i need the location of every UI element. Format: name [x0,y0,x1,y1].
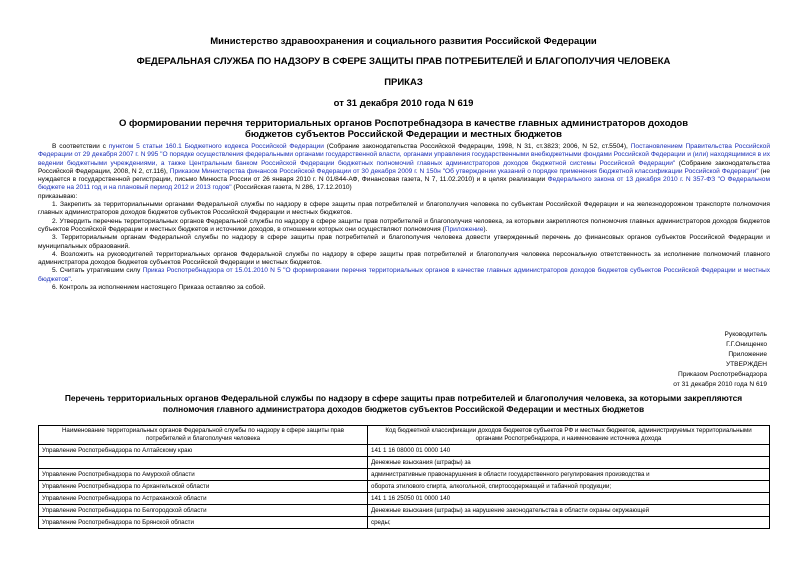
approved-by: Приказом Роспотребнадзора [677,371,767,378]
item-6: 6. Контроль за исполнением настоящего Приказа оставляю за собой. [52,284,266,292]
preamble [38,143,770,201]
service-heading: ФЕДЕРАЛЬНАЯ СЛУЖБА ПО НАДЗОРУ В СФЕРЕ ЗАЩИТЫ ПРАВ ПОТРЕБИТЕЛЕЙ И БЛАГОПОЛУЧИЯ ЧЕЛОВЕКА [136,56,671,67]
order-body [38,143,770,292]
preamble-text-3: (Собрание законодательства Российской Федерации, 2008, N 2, ст.116), [38,159,770,175]
column-header-budget-code: Код бюджетной классификации доходов бюджетов субъектов РФ и местных бюджетов, администрируемых территориальными органами Роспотребнадзора, и наименование источника дохода [368,426,770,445]
table-row [39,493,770,505]
link-budget-code[interactable]: пунктом 5 статьи 160.1 Бюджетного кодекса Российской Федерации [108,143,324,150]
link-federal-law[interactable]: Федерального закона от 13 декабря 2010 г. N 357-ФЗ "О Федеральном бюджете на 2011 год и на плановый период 2012 и 2013 годов" [38,176,770,192]
preamble-text-5: (Российская газета, N 286, 17.12.2010) [231,184,352,192]
authority-cell: Управление Роспотребнадзора по Брянской области [39,517,368,529]
authority-cell: Управление Роспотребнадзора по Амурской области [39,469,368,481]
approved-label: УТВЕРЖДЕН [725,361,767,368]
authority-cell [39,457,368,469]
item-4: 4. Возложить на руководителей территориальных органов Федеральной службы по надзору в сфере защиты прав потребителей и благополучия человека персональную ответственность за исполнение полномочий главного администратора доходов бюджетов субъектов Российской Федерации и местных бюджетов. [38,250,770,267]
signature-role: Руководитель [724,331,767,338]
table-row [39,481,770,493]
doc-date: от 31 декабря 2010 года N 619 [333,98,474,109]
authorities-table [38,425,770,529]
table-row [39,469,770,481]
table-header-row [39,426,770,445]
link-appendix[interactable]: Приложение [444,225,484,233]
budget-code-cell: 141 1 16 08000 01 0000 140 [368,445,770,457]
item-3: 3. Территориальным органам Федеральной службы по надзору в сфере защиты прав потребителей и благополучия человека довести утвержденный перечень до финансовых органов субъектов Российской Федерации и муниципальных образований. [38,234,770,250]
preamble-text-2: (Собрание законодательства Российской Федерации, 1998, N 31, ст.3823; 2006, N 52, ст.5504), [323,143,631,150]
budget-code-cell: Денежные взыскания (штрафы) за нарушение законодательства в области охраны окружающей [368,505,770,517]
item-5-tail: . [70,275,73,283]
signature-block [673,330,767,390]
item-2-text: 2. Утвердить перечень территориальных органов Федеральной службы по надзору в сфере защиты прав потребителей и благополучия человека, за которыми закрепляются полномочия главных администраторов доходов бюджетов субъектов Российской Федерации и местных бюджетов и источники доходов, в отношении которых они осуществляют полномочия ( [38,217,770,233]
item-2-tail: ). [483,225,488,233]
budget-code-cell: административные правонарушения в области государственного регулирования производства и [368,469,770,481]
preamble-order-word: приказываю: [38,192,78,200]
authority-cell: Управление Роспотребнадзора по Астраханской области [39,493,368,505]
authority-cell: Управление Роспотребнадзора по Белгородской области [39,505,368,517]
preamble-text-4: (не нуждается в государственной регистрации, письмо Минюста России от 26 января 2010 г. N 01/844-АФ, Финансовая газета, N 7, 11.02.2010) и в целях реализации [38,167,770,184]
budget-code-cell: Денежные взыскания (штрафы) за [368,457,770,469]
doc-type: ПРИКАЗ [384,77,423,88]
table-row [39,445,770,457]
link-government-decree[interactable]: Постановлением Правительства Российской Федерации от 29 декабря 2007 г. N 995 "О порядке осуществления федеральными органами государственной власти, органами управления государственными внебюджетными фондами Российской Федерации и (или) находящимися в их ведении бюджетными учреждениями, а также Центральным банком Российской Федерации бюджетных полномочий главных администраторов доходов бюджетной системы Российской Федерации" [38,143,771,167]
budget-code-cell: среды; [368,517,770,529]
link-previous-order[interactable]: Приказ Роспотребнадзора от 15.01.2010 N 5 "О формировании перечня территориальных органов в качестве главных администраторов доходов бюджетов субъектов Российской Федерации и местных бюджетов" [38,267,770,283]
appendix-title: Перечень территориальных органов Федеральной службы по надзору в сфере защиты прав потребителей и благополучия человека, за которыми закрепляются полномочия главного администратора доходов бюджетов субъектов Российской Федерации и местных бюджетов [64,393,743,414]
item-5 [38,267,770,284]
preamble-text-1: В соответствии с [52,143,109,150]
column-header-authority: Наименование территориальных органов Федеральной службы по надзору в сфере защиты прав потребителей и благополучия человека [39,426,368,445]
budget-code-cell: 141 1 16 25050 01 0000 140 [368,493,770,505]
item-1: 1. Закрепить за территориальными органами Федеральной службы по надзору в сфере защиты прав потребителей и благополучия человека по субъектам Российской Федерации и на железнодорожном транспорте полномочия главных администраторов доходов бюджетов субъектов Российской Федерации и местных бюджетов. [38,201,770,217]
table-body [39,445,770,529]
approved-date: от 31 декабря 2010 года N 619 [673,381,767,388]
page-title: О формировании перечня территориальных органов Роспотребнадзора в качестве главных администраторов доходов бюджетов субъектов Российской Федерации и местных бюджетов [118,118,689,140]
table-row [39,457,770,469]
authority-cell: Управление Роспотребнадзора по Алтайскому краю [39,445,368,457]
item-2 [38,218,770,235]
table-row [39,517,770,529]
table-row [39,505,770,517]
appendix-label: Приложение [728,351,767,358]
authority-cell: Управление Роспотребнадзора по Архангельской области [39,481,368,493]
item-5-text: 5. Считать утратившим силу [52,267,143,275]
budget-code-cell: оборота этилового спирта, алкогольной, спиртосодержащей и табачной продукции; [368,481,770,493]
signature-name: Г.Г.Онищенко [726,341,767,348]
link-minfin-order[interactable]: Приказом Министерства финансов Российской Федерации от 30 декабря 2009 г. N 150н "Об утверждении указаний о порядке применения бюджетной классификации Российской Федерации" [169,167,759,175]
ministry-heading: Министерство здравоохранения и социального развития Российской Федерации [210,36,597,47]
